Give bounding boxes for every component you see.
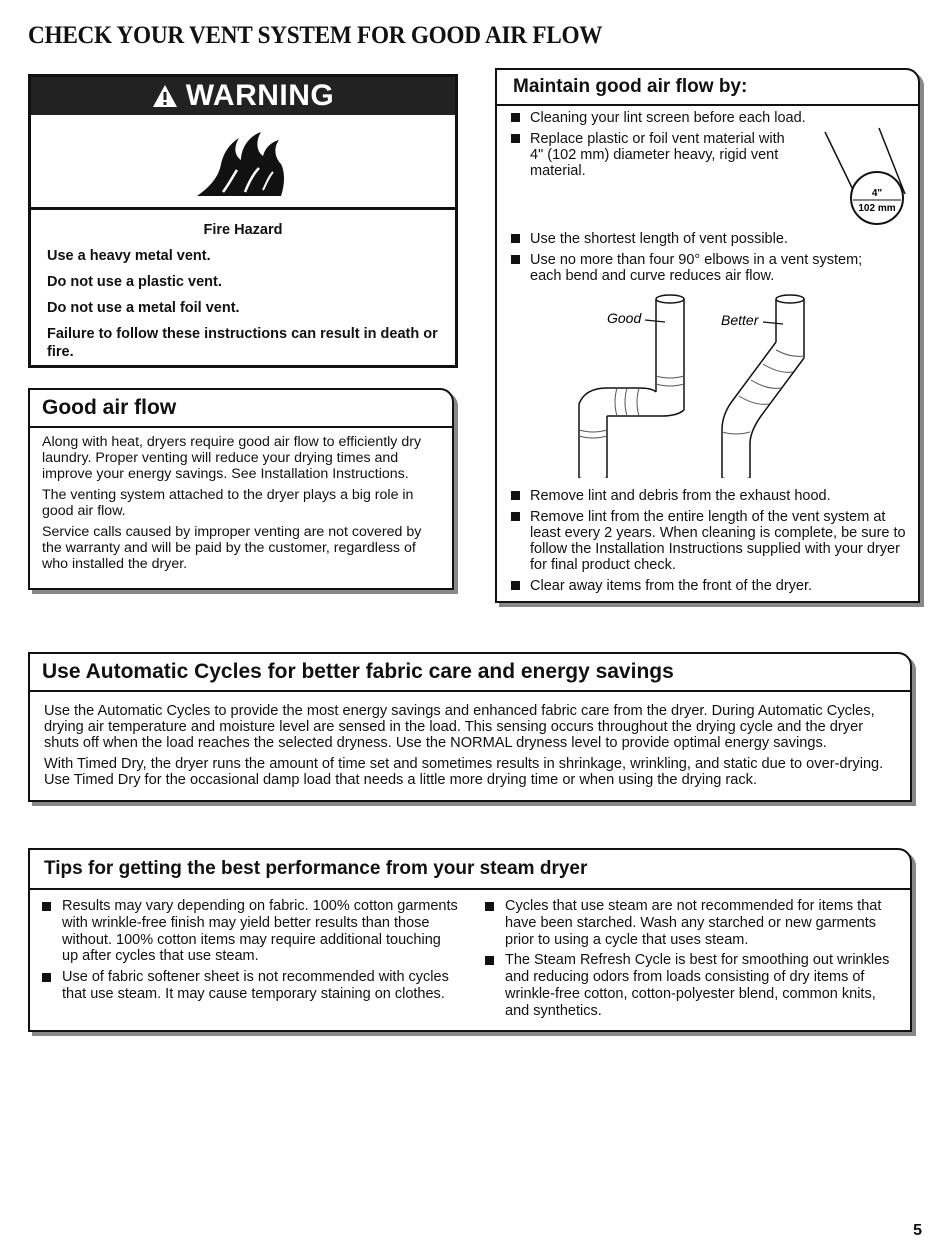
fire-icon <box>31 115 455 210</box>
paragraph: Along with heat, dryers require good air flow to efficiently dry laundry. Proper venting will reduce your drying times and improve your energy savings. See Installation Instructions. <box>42 434 422 482</box>
good-air-flow-section <box>28 388 454 590</box>
list-item: Use of fabric softener sheet is not recommended with cycles that use steam. It may cause temporary staining on clothes. <box>30 969 459 1003</box>
list-item: Use no more than four 90° elbows in a vent system; each bend and curve reduces air flow. <box>497 252 897 284</box>
warning-heading: WARNING <box>185 79 335 112</box>
list-item: Replace plastic or foil vent material with 4" (102 mm) diameter heavy, rigid vent material. <box>497 131 800 179</box>
paragraph: The venting system attached to the dryer plays a big role in good air flow. <box>42 487 414 519</box>
diameter-inches: 4" <box>871 188 883 199</box>
list-item: Remove lint and debris from the exhaust hood. <box>497 488 909 504</box>
warning-text <box>31 210 455 361</box>
maintain-air-flow-section <box>495 68 920 603</box>
list-item: Cleaning your lint screen before each load. <box>497 110 827 126</box>
section-heading: Good air flow <box>30 390 452 428</box>
automatic-cycles-section <box>28 652 912 802</box>
vent-diameter-diagram <box>819 124 919 228</box>
paragraph: Use the Automatic Cycles to provide the most energy savings and enhanced fabric care from the dryer. During Automatic Cycles, drying air temperature and moisture level are sensed in the load. This sensing occurs throughout the drying cycle and the dryer shuts off when the load reaches the selected dryness. Use the NORMAL dryness level to provide optimal energy savings. <box>44 703 875 751</box>
warning-line: Do not use a plastic vent. <box>47 274 222 290</box>
warning-box <box>28 74 458 368</box>
list-item: Cycles that use steam are not recommended for items that have been starched. Wash any starched or new garments prior to using a cycle that uses steam. <box>473 898 902 948</box>
warning-triangle-icon <box>152 84 178 108</box>
section-heading: Tips for getting the best performance from your steam dryer <box>30 850 910 890</box>
list-item: Use the shortest length of vent possible. <box>497 231 897 247</box>
steam-tips-section <box>28 848 912 1032</box>
list-item: Clear away items from the front of the dryer. <box>497 578 909 594</box>
vent-elbow-diagram <box>567 292 827 478</box>
diameter-mm: 102 mm <box>858 203 896 214</box>
page-title: CHECK YOUR VENT SYSTEM FOR GOOD AIR FLOW <box>28 22 603 49</box>
list-item: The Steam Refresh Cycle is best for smoothing out wrinkles and reducing odors from loads consisting of dry items of wrinkle-free cotton, cotton-polyester blend, common knits, and synthetics. <box>473 952 902 1019</box>
list-item: Results may vary depending on fabric. 100% cotton garments with wrinkle-free finish may yield better results than those without. 100% cotton items may require additional touching up after cycles that use steam. <box>30 898 459 965</box>
paragraph: Service calls caused by improper venting are not covered by the warranty and will be paid by the customer, regardless of who installed the dryer. <box>42 524 422 572</box>
good-label: Good <box>607 310 642 326</box>
paragraph: With Timed Dry, the dryer runs the amount of time set and sometimes results in shrinkage, wrinkling, and static due to over-drying. Use Timed Dry for the occasional damp load that needs a little more drying time or when using the drying rack. <box>44 756 884 788</box>
list-item: Remove lint from the entire length of the vent system at least every 2 years. When cleaning is complete, be sure to follow the Installation Instructions supplied with your dryer for final product check. <box>497 509 909 573</box>
warning-line: Failure to follow these instructions can result in death or fire. <box>47 326 438 360</box>
warning-header <box>31 77 455 115</box>
better-label: Better <box>721 312 759 328</box>
section-heading: Maintain good air flow by: <box>497 70 918 106</box>
section-heading: Use Automatic Cycles for better fabric care and energy savings <box>30 654 910 692</box>
warning-line: Use a heavy metal vent. <box>47 248 211 264</box>
warning-line: Do not use a metal foil vent. <box>47 300 240 316</box>
hazard-title: Fire Hazard <box>203 222 283 238</box>
page-number: 5 <box>913 1222 922 1239</box>
